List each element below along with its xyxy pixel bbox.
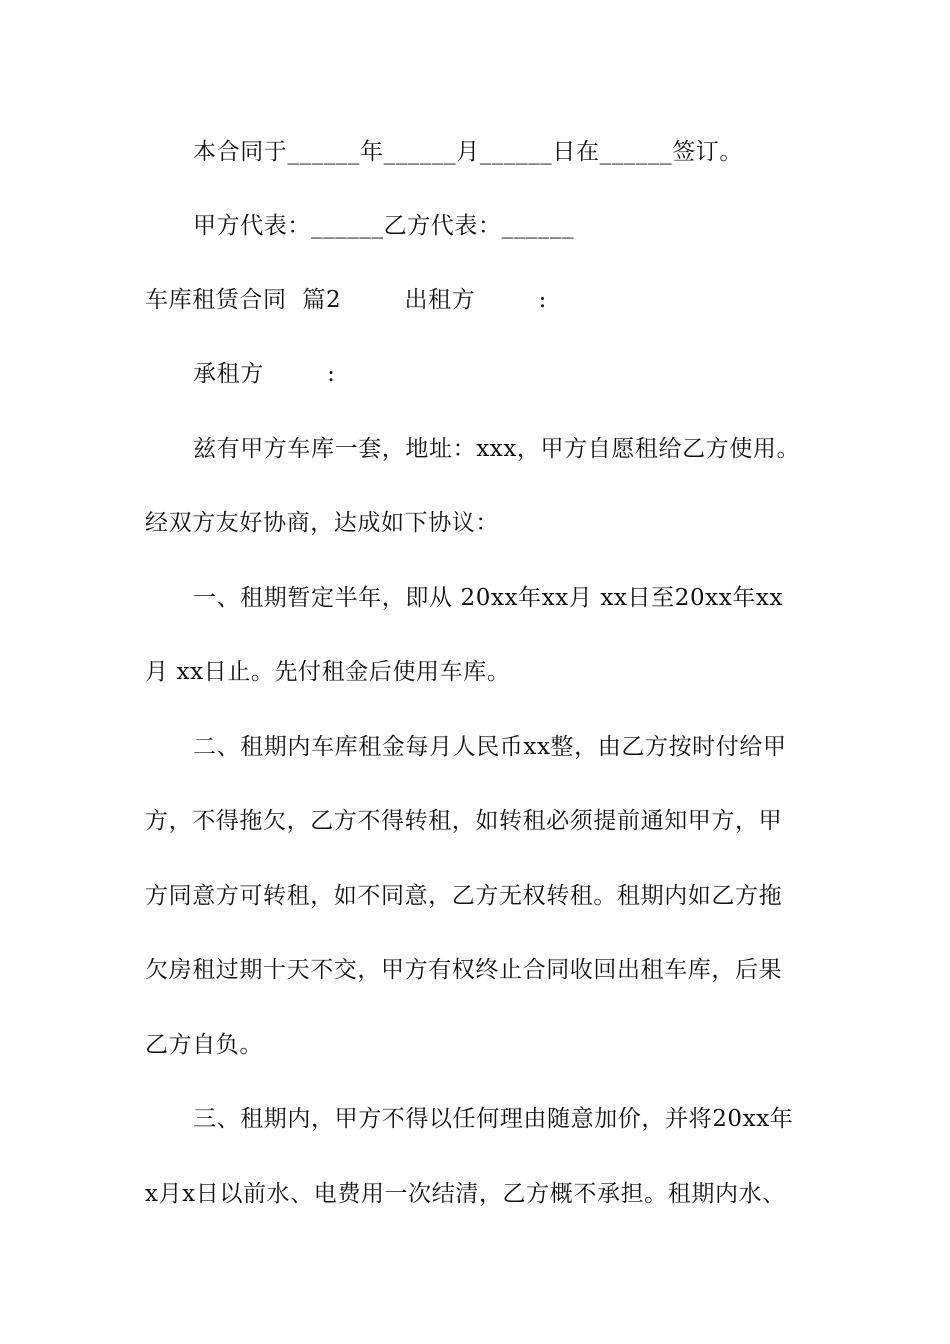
clause-2-cont-2: 方同意方可转租，如不同意，乙方无权转租。租期内如乙方拖 <box>145 883 783 909</box>
clause-2-cont-1: 方，不得拖欠，乙方不得转租，如转租必须提前通知甲方，甲 <box>145 808 783 834</box>
signing-date-line: 本合同于______年______月______日在______签订。 <box>193 139 743 165</box>
lessee-line: 承租方 : <box>193 361 336 387</box>
clause-3: 三、租期内，甲方不得以任何理由随意加价，并将20xx年 <box>193 1106 794 1132</box>
representatives-line: 甲方代表：______乙方代表：______ <box>193 213 575 239</box>
clause-3-cont: x月x日以前水、电费用一次结清，乙方概不承担。租期内水、 <box>145 1181 786 1207</box>
clause-2-cont-3: 欠房租过期十天不交，甲方有权终止合同收回出租车库，后果 <box>145 957 783 983</box>
clause-2: 二、租期内车库租金每月人民币xx整，由乙方按时付给甲 <box>193 734 787 760</box>
contract-title-line: 车库租赁合同 篇2 出租方 : <box>145 287 547 313</box>
paragraph-intro: 兹有甲方车库一套，地址：xxx，甲方自愿租给乙方使用。 <box>193 436 801 462</box>
clause-2-cont-4: 乙方自负。 <box>145 1032 263 1058</box>
clause-1: 一、租期暂定半年，即从 20xx年xx月 xx日至20xx年xx <box>193 585 784 611</box>
clause-1-cont: 月 xx日止。先付租金后使用车库。 <box>145 659 511 685</box>
paragraph-intro-cont: 经双方友好协商，达成如下协议： <box>145 510 499 536</box>
